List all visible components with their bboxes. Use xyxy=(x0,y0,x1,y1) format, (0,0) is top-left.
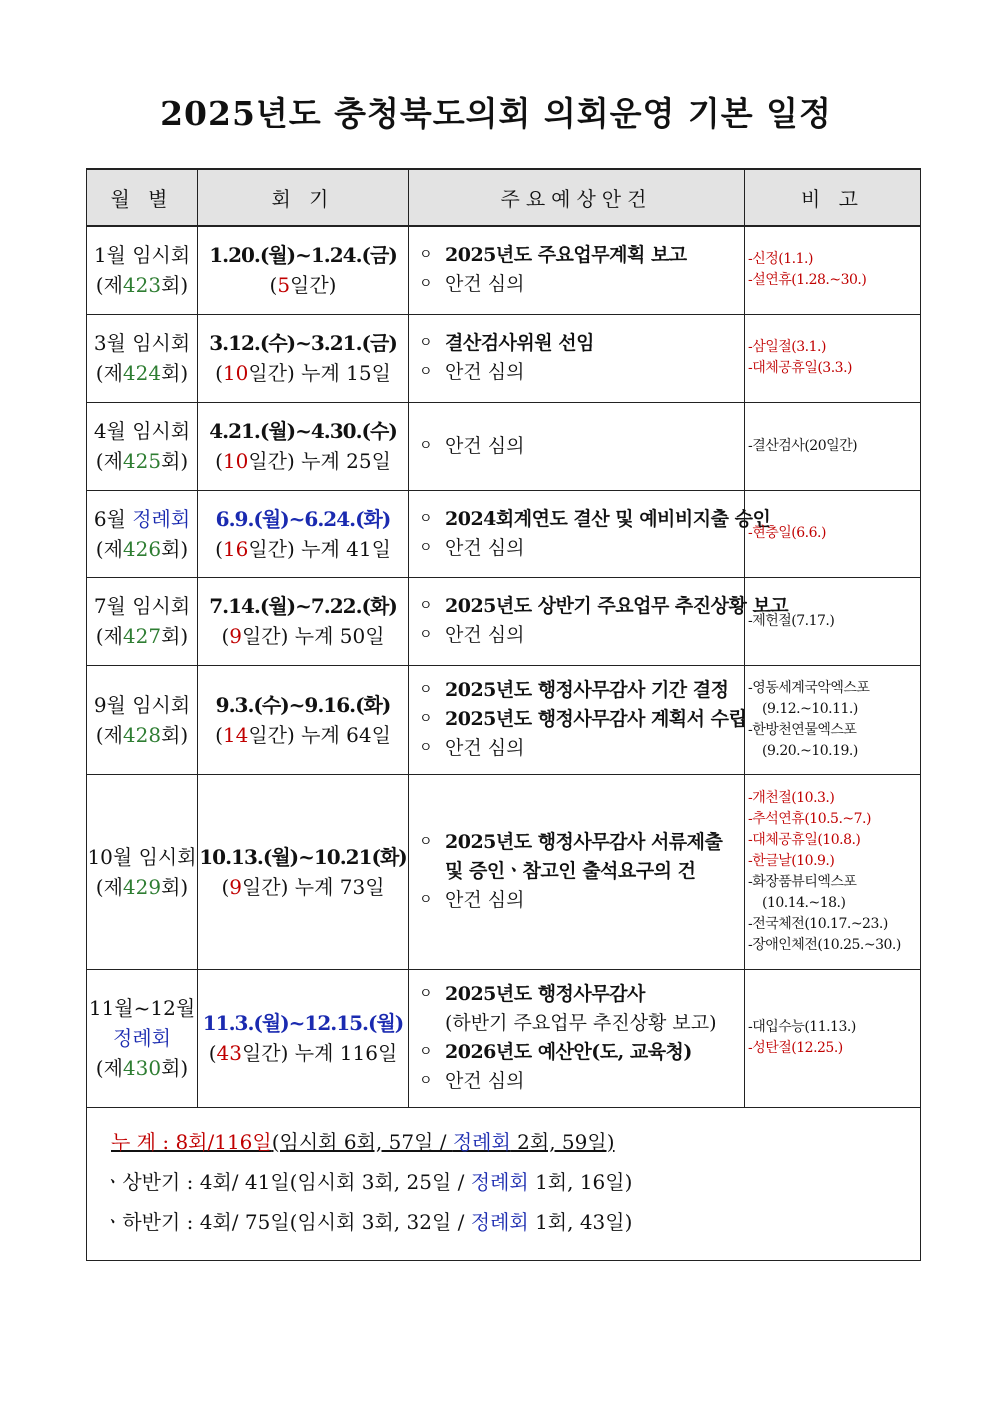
agenda-cell xyxy=(409,314,745,402)
table-row xyxy=(87,226,921,314)
days-open: ( xyxy=(215,722,223,747)
days-close: 일간) xyxy=(241,874,289,899)
header-row xyxy=(87,169,921,226)
cumulative-days: 누계 64일 xyxy=(294,722,391,747)
ordinal-suffix: 회) xyxy=(161,1056,189,1080)
agenda-item xyxy=(419,241,744,270)
session-dates: 11.3.(월)~12.15.(월) xyxy=(202,1011,404,1035)
header-notes: 비 고 xyxy=(745,169,921,226)
note-item: -삼일절(3.1.) xyxy=(748,339,826,355)
bullet-icon: ㅇ xyxy=(419,539,433,556)
agenda-cell xyxy=(409,969,745,1107)
session-type: 임시회 xyxy=(138,844,197,869)
summary-second-half-regular: 정례회 xyxy=(470,1209,529,1234)
agenda-text: 안건 심의 xyxy=(445,434,525,457)
table-row xyxy=(87,665,921,774)
session-type: 임시회 xyxy=(132,692,191,717)
ordinal-number: 430 xyxy=(122,1056,162,1080)
agenda-item xyxy=(419,1038,744,1067)
agenda-cell xyxy=(409,226,745,314)
agenda-item xyxy=(419,828,744,857)
agenda-item xyxy=(419,329,744,358)
days-close: 일간) xyxy=(248,536,295,561)
ordinal-suffix: 회) xyxy=(161,722,189,747)
ordinal-prefix: (제 xyxy=(95,536,123,561)
session-dates-line xyxy=(198,328,408,358)
session-days xyxy=(198,446,408,476)
bullet-icon: ㅇ xyxy=(419,510,433,527)
summary-first-half-regular: 정례회 xyxy=(470,1169,529,1194)
bullet-icon: ㅇ xyxy=(419,711,433,727)
session-type: 임시회 xyxy=(132,331,191,355)
session-ordinal xyxy=(87,446,197,476)
session-dates: 4.21.(월)~4.30.(수) xyxy=(209,419,397,443)
bullet-icon: ㅇ xyxy=(419,364,433,380)
session-cell xyxy=(87,665,198,774)
agenda-item xyxy=(419,676,744,705)
days-open: ( xyxy=(215,536,223,561)
session-cell xyxy=(87,490,198,577)
summary-total-text: (임시회 6회, 57일 / xyxy=(271,1129,453,1154)
period-cell xyxy=(198,665,409,774)
note-item: -제헌절(7.17.) xyxy=(748,612,835,629)
notes-cell xyxy=(745,969,921,1107)
session-dates: 3.12.(수)~3.21.(금) xyxy=(209,331,397,355)
bullet-icon: ㅇ xyxy=(419,1073,433,1089)
session-month: 11월~12월 xyxy=(88,996,196,1020)
period-cell xyxy=(198,490,409,577)
ordinal-number: 426 xyxy=(122,536,162,561)
session-type: 임시회 xyxy=(132,594,191,618)
days-number: 16 xyxy=(222,536,249,561)
period-cell xyxy=(198,402,409,490)
period-cell xyxy=(198,226,409,314)
bullet-icon: ㅇ xyxy=(419,335,433,351)
agenda-cell xyxy=(409,577,789,665)
agenda-item xyxy=(419,505,771,534)
summary-first-half-text: ㆍ상반기 : 4회/ 41일(임시회 3회, 25일 / xyxy=(103,1169,471,1194)
session-type: 정례회 xyxy=(132,506,191,531)
session-cell xyxy=(87,402,198,490)
session-days xyxy=(198,621,408,651)
table-row xyxy=(87,490,921,577)
session-ordinal xyxy=(87,1053,197,1083)
summary-first-half-text-b: 1회, 16일) xyxy=(528,1169,633,1194)
session-name xyxy=(87,504,197,534)
bullet-icon: ㅇ xyxy=(419,598,433,614)
ordinal-number: 429 xyxy=(122,874,162,899)
period-cell xyxy=(198,314,409,402)
session-cell xyxy=(87,969,198,1107)
agenda-item xyxy=(419,358,744,387)
agenda-text: 2025년도 상반기 주요업무 추진상황 보고 xyxy=(445,595,789,617)
ordinal-prefix: (제 xyxy=(95,624,123,648)
agenda-text: 2024회계연도 결산 및 예비비지출 승인 xyxy=(445,507,771,530)
summary-total-head: 누 계 : 8회/116일 xyxy=(111,1129,272,1154)
notes-cell xyxy=(745,774,921,969)
note-item: -영동세계국악엑스포 xyxy=(748,679,870,696)
session-dates-line xyxy=(198,842,408,872)
days-open: ( xyxy=(215,449,223,473)
agenda-item xyxy=(419,1009,744,1038)
session-month: 1월 xyxy=(93,243,126,268)
ordinal-suffix: 회) xyxy=(161,449,189,473)
days-open: ( xyxy=(269,273,278,298)
agenda-text: 안건 심의 xyxy=(445,536,525,559)
session-days xyxy=(198,534,408,564)
summary-total-text-b: 2회, 59일) xyxy=(510,1129,615,1154)
period-cell xyxy=(198,969,409,1107)
notes-cell xyxy=(745,577,921,665)
note-item: -화장품뷰티엑스포 xyxy=(748,873,857,890)
agenda-item xyxy=(419,432,744,461)
summary-total xyxy=(103,1122,920,1162)
days-number: 5 xyxy=(277,273,291,298)
agenda-text: 결산검사위원 선임 xyxy=(445,332,594,354)
bullet-icon: ㅇ xyxy=(419,437,433,454)
session-dates-line xyxy=(198,416,408,446)
agenda-text: 안건 심의 xyxy=(445,737,525,759)
agenda-text: 2025년도 주요업무계획 보고 xyxy=(445,244,687,267)
notes-cell xyxy=(745,402,921,490)
ordinal-suffix: 회) xyxy=(161,536,189,561)
session-dates: 6.9.(월)~6.24.(화) xyxy=(215,506,391,531)
ordinal-number: 427 xyxy=(122,624,162,648)
agenda-text: 2025년도 행정사무감사 기간 결정 xyxy=(445,679,729,701)
note-item: -개천절(10.3.) xyxy=(748,789,835,806)
session-days xyxy=(198,872,408,902)
agenda-item xyxy=(419,857,744,886)
session-dates-line xyxy=(198,240,408,270)
session-ordinal xyxy=(87,358,197,388)
ordinal-number: 424 xyxy=(122,361,162,385)
session-cell xyxy=(87,226,198,314)
session-type: 임시회 xyxy=(132,243,191,268)
note-item: (9.20.~10.19.) xyxy=(762,742,858,759)
header-month: 월 별 xyxy=(87,169,198,226)
agenda-text: 2025년도 행정사무감사 계획서 수립 xyxy=(445,708,747,730)
session-days xyxy=(198,270,408,300)
summary-row xyxy=(87,1107,921,1260)
session-name xyxy=(87,993,197,1023)
agenda-cell xyxy=(409,774,745,969)
notes-cell xyxy=(745,314,921,402)
note-item: -결산검사(20일간) xyxy=(748,437,858,454)
agenda-cell xyxy=(409,402,745,490)
agenda-text: 2025년도 행정사무감사 xyxy=(445,983,645,1005)
days-number: 14 xyxy=(222,722,249,747)
session-ordinal xyxy=(87,621,197,651)
session-dates-line xyxy=(198,591,408,621)
notes-cell xyxy=(745,490,921,577)
agenda-text: 안건 심의 xyxy=(445,624,525,646)
session-cell xyxy=(87,314,198,402)
days-number: 9 xyxy=(229,874,242,899)
session-month: 7월 xyxy=(93,594,126,618)
summary-total-regular: 정례회 xyxy=(452,1129,511,1154)
note-item: (10.14.~18.) xyxy=(762,894,846,911)
session-month: 6월 xyxy=(93,506,126,531)
summary-cell xyxy=(87,1107,921,1260)
agenda-item xyxy=(419,1067,744,1096)
table-row xyxy=(87,969,921,1107)
ordinal-prefix: (제 xyxy=(95,273,123,298)
bullet-icon: ㅇ xyxy=(419,627,433,643)
session-name xyxy=(87,416,197,446)
session-month: 4월 xyxy=(93,419,126,443)
days-open: ( xyxy=(221,874,230,899)
session-dates-line xyxy=(198,1008,408,1038)
bullet-icon: ㅇ xyxy=(419,740,433,756)
agenda-text: 안건 심의 xyxy=(445,889,525,911)
session-month: 10월 xyxy=(87,844,133,869)
header-period: 회 기 xyxy=(198,169,409,226)
days-open: ( xyxy=(215,361,223,385)
summary-second-half-text: ㆍ하반기 : 4회/ 75일(임시회 3회, 32일 / xyxy=(103,1209,471,1234)
bullet-icon: ㅇ xyxy=(419,986,433,1002)
session-ordinal xyxy=(87,534,197,564)
session-name xyxy=(87,690,197,720)
bullet-icon: ㅇ xyxy=(419,1044,433,1060)
days-number: 43 xyxy=(216,1041,242,1065)
table-row xyxy=(87,774,921,969)
session-name xyxy=(87,328,197,358)
session-dates: 10.13.(월)~10.21(화) xyxy=(199,844,407,869)
cumulative-days: 누계 41일 xyxy=(294,536,391,561)
ordinal-prefix: (제 xyxy=(95,449,123,473)
session-cell xyxy=(87,577,198,665)
table-row xyxy=(87,577,921,665)
ordinal-suffix: 회) xyxy=(161,624,189,648)
session-ordinal xyxy=(87,720,197,750)
days-open: ( xyxy=(208,1041,217,1065)
session-name xyxy=(87,591,197,621)
ordinal-prefix: (제 xyxy=(95,1056,123,1080)
note-item: -대체공휴일(10.8.) xyxy=(748,831,861,848)
note-item: (9.12.~10.11.) xyxy=(762,700,858,717)
notes-cell xyxy=(745,665,921,774)
note-item: -추석연휴(10.5.~7.) xyxy=(748,810,871,827)
note-item: -한글날(10.9.) xyxy=(748,852,835,869)
agenda-item xyxy=(419,270,744,299)
session-month: 3월 xyxy=(93,331,126,355)
cumulative-days: 누계 116일 xyxy=(288,1041,398,1065)
cumulative-days: 누계 15일 xyxy=(294,361,391,385)
session-month: 9월 xyxy=(93,692,126,717)
session-dates-line xyxy=(198,690,408,720)
session-dates: 9.3.(수)~9.16.(화) xyxy=(215,692,391,717)
days-open: ( xyxy=(221,624,230,648)
page-title: 2025년도 충청북도의회 의회운영 기본 일정 xyxy=(160,94,832,133)
agenda-text: 안건 심의 xyxy=(445,361,525,383)
agenda-item xyxy=(419,705,747,734)
days-close: 일간) xyxy=(248,449,295,473)
bullet-icon: ㅇ xyxy=(419,276,433,293)
session-type: 정례회 xyxy=(113,1026,171,1050)
summary-second-half-text-b: 1회, 43일) xyxy=(528,1209,633,1234)
note-item: -설연휴(1.28.~30.) xyxy=(748,272,867,289)
days-close: 일간) xyxy=(248,722,295,747)
days-number: 9 xyxy=(229,624,242,648)
session-type-line xyxy=(87,1023,197,1053)
session-dates: 1.20.(월)~1.24.(금) xyxy=(209,243,397,268)
note-item: -대입수능(11.13.) xyxy=(748,1019,856,1035)
days-number: 10 xyxy=(222,449,249,473)
period-cell xyxy=(198,774,409,969)
session-dates: 7.14.(월)~7.22.(화) xyxy=(209,594,397,618)
table-row xyxy=(87,314,921,402)
cumulative-days: 누계 50일 xyxy=(288,624,385,648)
period-cell xyxy=(198,577,409,665)
agenda-item xyxy=(419,734,744,763)
table-row xyxy=(87,402,921,490)
ordinal-number: 423 xyxy=(122,273,162,298)
schedule-table xyxy=(86,168,921,1261)
agenda-text: 안건 심의 xyxy=(445,1070,525,1092)
bullet-icon: ㅇ xyxy=(419,892,433,908)
agenda-item xyxy=(419,621,744,650)
agenda-cell xyxy=(409,665,745,774)
ordinal-suffix: 회) xyxy=(161,874,189,899)
session-cell xyxy=(87,774,198,969)
days-number: 10 xyxy=(222,361,249,385)
agenda-text: 2025년도 행정사무감사 서류제출 xyxy=(445,831,723,853)
session-name xyxy=(87,240,197,270)
session-ordinal xyxy=(87,270,197,300)
agenda-text: (하반기 주요업무 추진상황 보고) xyxy=(445,1012,717,1034)
agenda-item xyxy=(419,534,744,563)
ordinal-number: 428 xyxy=(122,722,162,747)
note-item: -현충일(6.6.) xyxy=(748,525,826,541)
agenda-item xyxy=(419,592,789,621)
note-item: -대체공휴일(3.3.) xyxy=(748,360,852,376)
session-days xyxy=(198,358,408,388)
days-close: 일간) xyxy=(290,273,337,298)
bullet-icon: ㅇ xyxy=(419,247,433,264)
agenda-text: 안건 심의 xyxy=(445,273,525,296)
note-item: -장애인체전(10.25.~30.) xyxy=(748,936,901,953)
session-days xyxy=(198,720,408,750)
bullet-icon: ㅇ xyxy=(419,682,433,698)
agenda-item xyxy=(419,886,744,915)
note-item: -신정(1.1.) xyxy=(748,251,813,268)
header-agenda: 주요예상안건 xyxy=(409,169,745,226)
ordinal-number: 425 xyxy=(122,449,162,473)
session-dates-line xyxy=(198,504,408,534)
cumulative-days: 누계 73일 xyxy=(288,874,385,899)
ordinal-prefix: (제 xyxy=(95,722,123,747)
summary-first-half xyxy=(103,1162,920,1202)
ordinal-suffix: 회) xyxy=(161,273,189,298)
agenda-text: 2026년도 예산안(도, 교육청) xyxy=(445,1041,692,1063)
note-item: -전국체전(10.17.~23.) xyxy=(748,915,888,932)
summary-second-half xyxy=(103,1202,920,1242)
days-close: 일간) xyxy=(241,1041,289,1065)
note-item: -한방천연물엑스포 xyxy=(748,721,857,738)
agenda-text: 및 증인ㆍ참고인 출석요구의 건 xyxy=(445,860,696,882)
notes-cell xyxy=(745,226,921,314)
agenda-cell xyxy=(409,490,771,577)
session-days xyxy=(198,1038,408,1068)
ordinal-prefix: (제 xyxy=(95,874,123,899)
ordinal-suffix: 회) xyxy=(161,361,189,385)
session-name xyxy=(87,842,197,872)
session-ordinal xyxy=(87,872,197,902)
days-close: 일간) xyxy=(248,361,295,385)
days-close: 일간) xyxy=(241,624,289,648)
agenda-item xyxy=(419,980,744,1009)
cumulative-days: 누계 25일 xyxy=(294,449,391,473)
session-type: 임시회 xyxy=(132,419,191,443)
note-item: -성탄절(12.25.) xyxy=(748,1040,843,1056)
ordinal-prefix: (제 xyxy=(95,361,123,385)
bullet-icon: ㅇ xyxy=(419,834,433,850)
